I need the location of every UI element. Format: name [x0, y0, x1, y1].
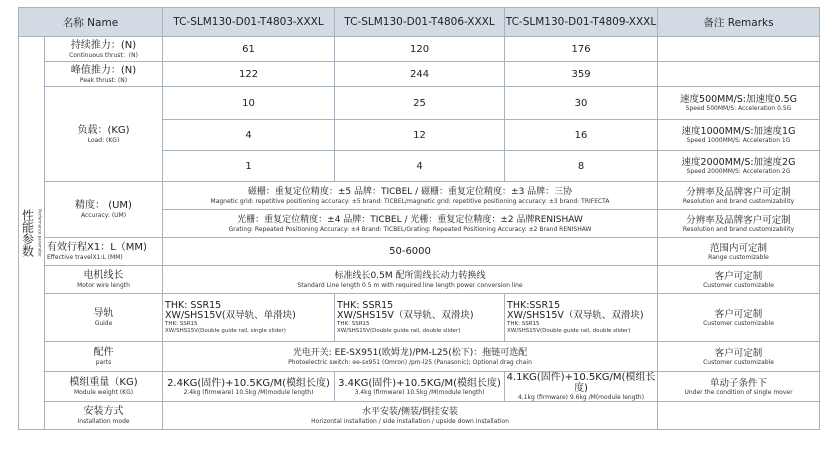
table-row — [19, 182, 820, 210]
param-continuous-thrust: 持续推力：(N) Continuous thrust：(N) — [45, 37, 163, 62]
value-cell: 61 — [163, 37, 335, 62]
guide-cell: THK: SSR15 XW/SHS15V(双导轨、单滑块) THK: SSR15 XW/SHS15V(Double guide rail, single slider) — [163, 294, 335, 342]
param-load: 负载：(KG) Load: (KG) — [45, 87, 163, 182]
header-row — [19, 8, 820, 37]
remark-cell: 客户可定制 Customer customizable — [658, 266, 820, 294]
value-cell: 4 — [163, 120, 335, 151]
remark-cell: 客户可定制 Customer customizable — [658, 294, 820, 342]
param-install: 安装方式 Installation mode — [45, 402, 163, 430]
name-header: 名称 Name — [19, 8, 163, 37]
table-row — [19, 266, 820, 294]
remark-cell: 单动子条件下 Under the condition of single mover — [658, 372, 820, 402]
motor-value: 标准线长0.5M 配所需线长动力转换线 Standard Line length 0.5 m with required line length power conversion line — [163, 266, 658, 294]
table-row — [19, 238, 820, 266]
value-cell: 176 — [505, 37, 658, 62]
remark-cell: 速度1000MM/S:加速度1G Speed 1000MM/S: Acceleration 1G — [658, 120, 820, 151]
value-cell: 120 — [335, 37, 505, 62]
param-guide: 导轨 Guide — [45, 294, 163, 342]
guide-cell: THK: SSR15 XW/SHS15V（双导轨、双滑块) THK: SSR15 XW/SHS15V(Double guide rail, double slider) — [335, 294, 505, 342]
value-cell: 8 — [505, 151, 658, 182]
remark-cell: 分辨率及品牌客户可定制 Resolution and brand customizability — [658, 210, 820, 238]
category-label-en: Performance parameter — [37, 209, 43, 257]
table-row — [19, 37, 820, 62]
value-cell: 10 — [163, 87, 335, 120]
parts-value: 光电开关: EE-SX951(欧姆龙)/PM-L25(松下)：拖链可选配 Photoelectric switch: ee-sx951 (Omron) /pm-l25 (Panasonic); Optional drag chain — [163, 342, 658, 372]
table-row — [19, 342, 820, 372]
category-label: 性能参数 — [20, 209, 35, 257]
accuracy-magnetic: 磁栅：重复定位精度：±5 品牌：TICBEL / 磁栅：重复定位精度：±3 品牌：三协 Magnetic grid: repetitive positioning accuracy: ±5 brand: TICBEL/magnetic grid: repetitive positioning accuracy: ±3 brand: TRIFECTA — [163, 182, 658, 210]
travel-value: 50-6000 — [163, 238, 658, 266]
weight-cell: 2.4KG(固件)+10.5KG/M(模组长度) 2.4kg (firmware) 10.5kg /M(module length) — [163, 372, 335, 402]
table-row — [19, 62, 820, 87]
param-parts: 配件 parts — [45, 342, 163, 372]
param-motor-wire: 电机线长 Motor wire length — [45, 266, 163, 294]
value-cell: 30 — [505, 87, 658, 120]
model-header-1: TC-SLM130-D01-T4803-XXXL — [163, 8, 335, 37]
model-header-3: TC-SLM130-D01-T4809-XXXL — [505, 8, 658, 37]
value-cell: 1 — [163, 151, 335, 182]
value-cell: 359 — [505, 62, 658, 87]
param-peak-thrust: 峰值推力：(N) Peak thrust: (N) — [45, 62, 163, 87]
value-cell: 16 — [505, 120, 658, 151]
remark-cell — [658, 37, 820, 62]
weight-cell: 3.4KG(固件)+10.5KG/M(模组长度) 3.4kg (firmware) 10.5kg /M(module length) — [335, 372, 505, 402]
param-accuracy: 精度： (UM) Accuracy: (UM) — [45, 182, 163, 238]
param-travel: 有效行程X1：L（MM) Effective travelX1:L (MM) — [45, 238, 163, 266]
remark-cell: 速度2000MM/S:加速度2G Speed 2000MM/S: Acceleration 2G — [658, 151, 820, 182]
remarks-header: 备注 Remarks — [658, 8, 820, 37]
weight-cell: 4.1KG(固件)+10.5KG/M(模组长度) 4.1kg (firmware) 9.6kg /M(module length) — [505, 372, 658, 402]
remark-cell — [658, 62, 820, 87]
model-header-2: TC-SLM130-D01-T4806-XXXL — [335, 8, 505, 37]
remark-cell: 分辨率及品牌客户可定制 Resolution and brand customizability — [658, 182, 820, 210]
table-row — [19, 372, 820, 402]
spec-table — [18, 7, 820, 430]
remark-cell — [658, 402, 820, 430]
param-weight: 模组重量（KG) Module weight (KG) — [45, 372, 163, 402]
value-cell: 25 — [335, 87, 505, 120]
remark-cell: 速度500MM/S:加速度0.5G Speed 500MM/S: Acceleration 0.5G — [658, 87, 820, 120]
value-cell: 12 — [335, 120, 505, 151]
table-row — [19, 87, 820, 120]
remark-cell: 客户可定制 Customer customizable — [658, 342, 820, 372]
accuracy-grating: 光栅：重复定位精度：±4 品牌：TICBEL / 光栅：重复定位精度：±2 品牌RENISHAW Grating: Repeated Positioning Accuracy: ±4 Brand: TICBEL/Grating: Repeated Positioning Accuracy: ±2 Brand RENISHAW — [163, 210, 658, 238]
remark-cell: 范围内可定制 Range customizable — [658, 238, 820, 266]
value-cell: 244 — [335, 62, 505, 87]
install-value: 水平安装/侧装/倒挂安装 Horizontal installation / side installation / upside down installation — [163, 402, 658, 430]
table-row — [19, 294, 820, 342]
guide-cell: THK:SSR15 XW/SHS15V（双导轨、双滑块) THK: SSR15 XW/SHS15V(Double guide rail, double slider) — [505, 294, 658, 342]
value-cell: 4 — [335, 151, 505, 182]
value-cell: 122 — [163, 62, 335, 87]
category-cell — [19, 37, 45, 430]
table-row — [19, 402, 820, 430]
